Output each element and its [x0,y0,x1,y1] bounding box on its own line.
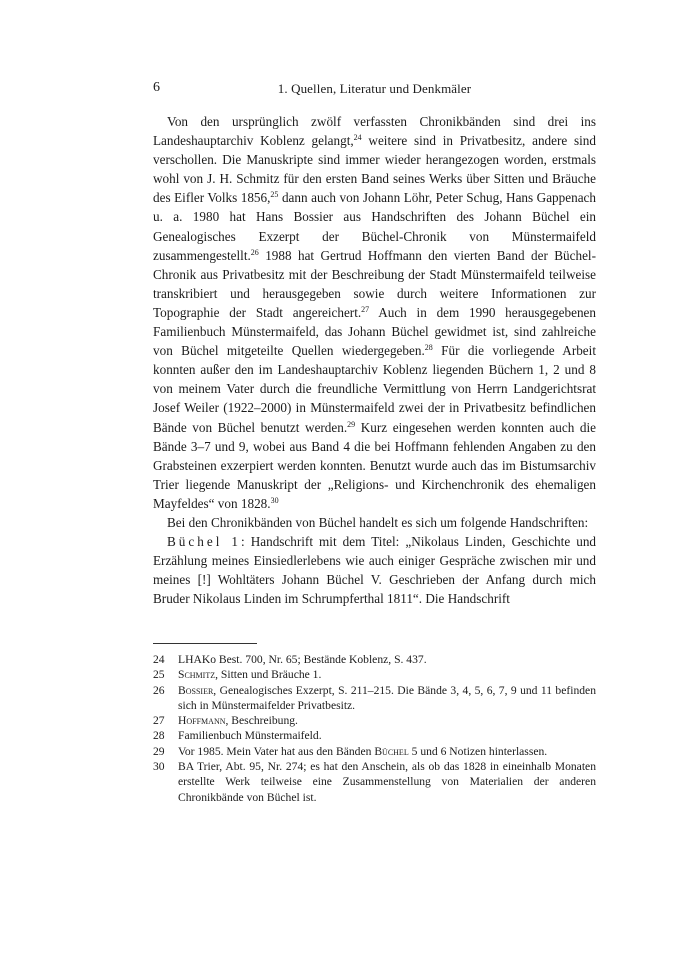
footnote-text: BA Trier, Abt. 95, Nr. 274; es hat den Anschein, als ob das 1828 in eineinhalb Monaten erstellte Werk teilweise eine Zusammenstellung von Materialien der anderen Chronikbände von Büchel ist. [178,760,596,804]
footnote-divider [153,643,257,644]
footnote-text: , Beschreibung. [225,714,298,728]
footnote-26 [153,683,596,714]
footnote-number: 24 [153,653,165,666]
footnote-25 [153,667,596,682]
footnotes [153,652,596,805]
paragraph-text: Für die vorliegende Arbeit konnten außer den im Landeshauptarchiv Koblenz liegenden Büchern 1, 2 und 8 von meinem Vater durch die freundliche Vermittlung von Herrn Landgerichtsrat Josef Weiler (1922–2000) in Münstermaifeld zwei der in Privatbesitz befindlichen Bände von Büchel benutzt werden. [153,343,596,435]
footnote-30 [153,759,596,805]
paragraph-text: dann auch von Johann Löhr, Peter Schug, Hans Gappenach u. a. 1980 hat Hans Bossier aus Handschriften des Johann Büchel ein Genealogisches Exzerpt der Büchel-Chronik von Münstermaifeld zusammengestellt. [153,190,596,263]
footnote-number: 25 [153,668,165,682]
footnote-ref-28[interactable]: 28 [424,343,433,353]
footnote-number: 28 [153,729,165,743]
paragraph-text: Von den ursprünglich zwölf verfassten Chronikbänden sind drei ins Landeshauptarchiv Koblenz gelangt, [153,114,596,149]
paragraph-3 [153,532,596,608]
running-title: 1. Quellen, Literatur und Denkmäler [277,81,472,96]
footnote-27 [153,713,596,728]
footnote-text: 5 und 6 Notizen hinterlassen. [408,744,548,758]
paragraph-text: weitere sind in Privatbesitz, andere sind verschollen. Die Manuskripte sind immer wieder herangezogen worden, erstmals wohl von J. H. Schmitz für den ersten Band seines Werks über Sitten und Bräuche des Eifler Volks 1856, [153,133,596,206]
paragraph-2: Bei den Chronikbänden von Büchel handelt es sich um folgende Handschriften: [167,514,589,530]
footnote-ref-26[interactable]: 26 [250,247,259,257]
body-text [153,112,596,608]
footnote-ref-29[interactable]: 29 [347,419,356,429]
author-name: Hoffmann [178,714,226,728]
footnote-ref-30[interactable]: 30 [270,495,279,505]
footnote-number: 30 [153,760,165,774]
footnote-text: , Genealogisches Exzerpt, S. 211–215. Die Bände 3, 4, 5, 6, 7, 9 und 11 befinden sich in Münstermaifelder Privatbesitz. [178,683,596,712]
author-name: Bossier [178,683,214,697]
author-name: Schmitz [178,668,216,682]
footnote-ref-25[interactable]: 25 [270,190,279,200]
manuscript-label: Büchel 1 [167,534,242,550]
footnote-29 [153,744,596,759]
paragraph-text: Kurz eingesehen werden konnten auch die Bände 3–7 und 9, wobei aus Band 4 die bei Hoffmann fehlenden Angaben zu den Grabsteinen exzerpiert werden konnten. Benutzt wurde auch das im Bistumsarchiv Trier liegende Manuskript der „Religions- und Kirchenchronik des ehemaligen Mayfeldes“ von 1828. [153,419,597,511]
footnote-ref-24[interactable]: 24 [353,133,362,143]
author-name: Büchel [374,744,409,758]
paragraph-1 [153,112,596,513]
footnote-text: , Sitten und Bräuche 1. [215,668,322,682]
paragraph-text: : Handschrift mit dem Titel: „Nikolaus Linden, Geschichte und Erzählung meines Einsiedlerlebens wie auch einiger Gespräche zwischen mir und meines [!] Wohltäters Johann Büchel V. Geschrieben der Anfang durch mich Bruder Nikolaus Linden im Schrumpferthal 1811“. Die Handschrift [153,534,597,607]
footnote-number: 26 [153,683,165,697]
footnote-text: Familienbuch Münstermaifeld. [178,729,322,743]
footnote-number: 29 [153,744,165,758]
footnote-ref-27[interactable]: 27 [361,304,370,314]
page-number: 6 [153,80,160,95]
footnote-number: 27 [153,714,165,728]
footnote-text: LHAKo Best. 700, Nr. 65; Bestände Koblenz, S. 437. [178,653,427,666]
footnote-24 [153,652,596,667]
footnote-text: Vor 1985. Mein Vater hat aus den Bänden [178,744,375,758]
paragraph-text: Auch in dem 1990 herausgegebenen Familienbuch Münstermaifeld, das Johann Büchel gewidmet ist, sind zahlreiche von Büchel mitgeteilte Quellen wiedergegeben. [153,304,596,359]
footnote-28 [153,728,596,743]
paragraph-text: 1988 hat Gertrud Hoffmann den vierten Band der Büchel-Chronik aus Privatbesitz mit der Beschreibung der Stadt Münstermaifeld teilweise transkribiert und herausgegeben sowie durch weitere Informationen zur Topographie der Stadt angereichert. [153,247,596,320]
